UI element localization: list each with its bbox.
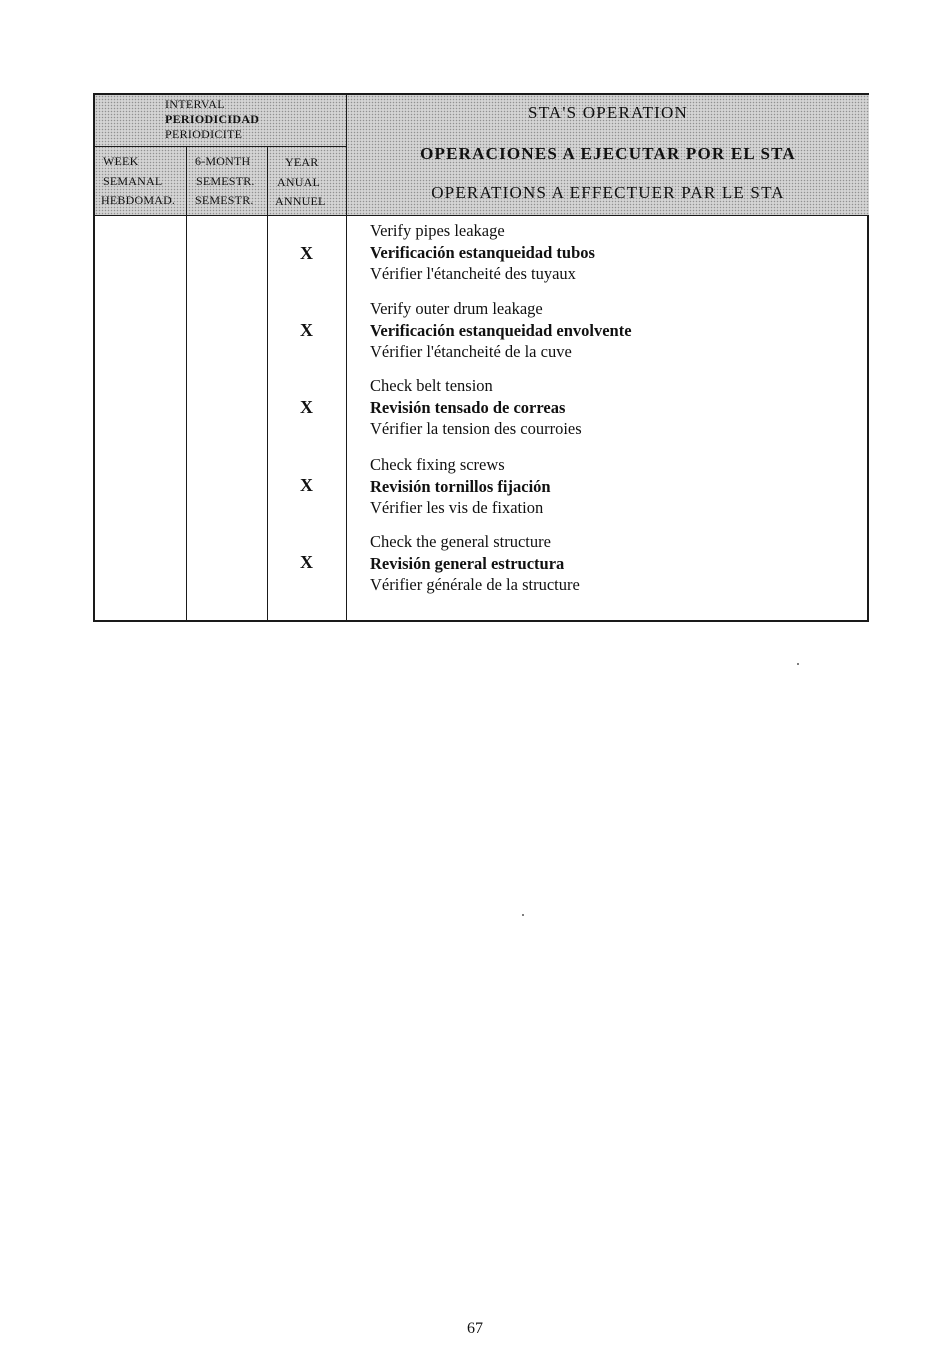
year-mark: X — [300, 320, 313, 340]
task-en: Verify outer drum leakage — [370, 299, 543, 318]
page-number: 67 — [467, 1320, 483, 1337]
task-fr: Vérifier la tension des courroies — [370, 419, 582, 438]
task-es: Verificación estanqueidad envolvente — [370, 320, 632, 340]
task-en: Verify pipes leakage — [370, 221, 505, 240]
task-en: Check the general structure — [370, 532, 551, 551]
year-mark: X — [300, 243, 313, 263]
divider-week-6month — [186, 147, 187, 620]
column-header-year-es: ANUAL — [277, 175, 320, 189]
year-mark: X — [300, 475, 313, 495]
task-fr: Vérifier l'étancheité des tuyaux — [370, 264, 576, 283]
task-fr: Vérifier générale de la structure — [370, 575, 580, 594]
column-header-year-fr: ANNUEL — [275, 194, 326, 208]
column-header-six-month-en: 6-MONTH — [195, 154, 251, 168]
divider-6month-year — [267, 147, 268, 620]
task-es: Verificación estanqueidad tubos — [370, 242, 595, 262]
task-en: Check fixing screws — [370, 455, 505, 474]
interval-label-es: PERIODICIDAD — [165, 112, 260, 126]
operation-title-en: STA'S OPERATION — [528, 103, 688, 122]
year-mark: X — [300, 397, 313, 417]
task-description — [370, 375, 582, 440]
task-fr: Vérifier les vis de fixation — [370, 498, 544, 517]
column-header-week-es: SEMANAL — [103, 174, 163, 188]
task-es: Revisión general estructura — [370, 553, 565, 573]
year-mark: X — [300, 552, 313, 572]
task-description — [370, 298, 632, 363]
column-header-six-month-fr: SEMESTR. — [195, 193, 254, 207]
column-header-week-en: WEEK — [103, 154, 139, 168]
interval-label-en: INTERVAL — [165, 97, 225, 111]
maintenance-table — [93, 93, 869, 622]
interval-label-fr: PERIODICITE — [165, 127, 243, 141]
column-header-year-en: YEAR — [285, 155, 319, 169]
scan-speck — [797, 663, 799, 665]
scan-speck — [522, 914, 524, 916]
task-description — [370, 220, 595, 285]
task-es: Revisión tornillos fijación — [370, 476, 551, 496]
column-header-week-fr: HEBDOMAD. — [101, 193, 176, 207]
task-description — [370, 531, 580, 596]
column-header-six-month-es: SEMESTR. — [196, 174, 255, 188]
header-body-divider — [95, 215, 869, 216]
operation-title-fr: OPERATIONS A EFFECTUER PAR LE STA — [431, 183, 785, 202]
task-es: Revisión tensado de correas — [370, 397, 566, 417]
divider-interval-operation — [346, 95, 347, 620]
task-en: Check belt tension — [370, 376, 493, 395]
operation-title-es: OPERACIONES A EJECUTAR POR EL STA — [420, 144, 796, 163]
task-description — [370, 454, 551, 519]
task-fr: Vérifier l'étancheité de la cuve — [370, 342, 572, 361]
interval-subheader-divider — [95, 146, 346, 147]
